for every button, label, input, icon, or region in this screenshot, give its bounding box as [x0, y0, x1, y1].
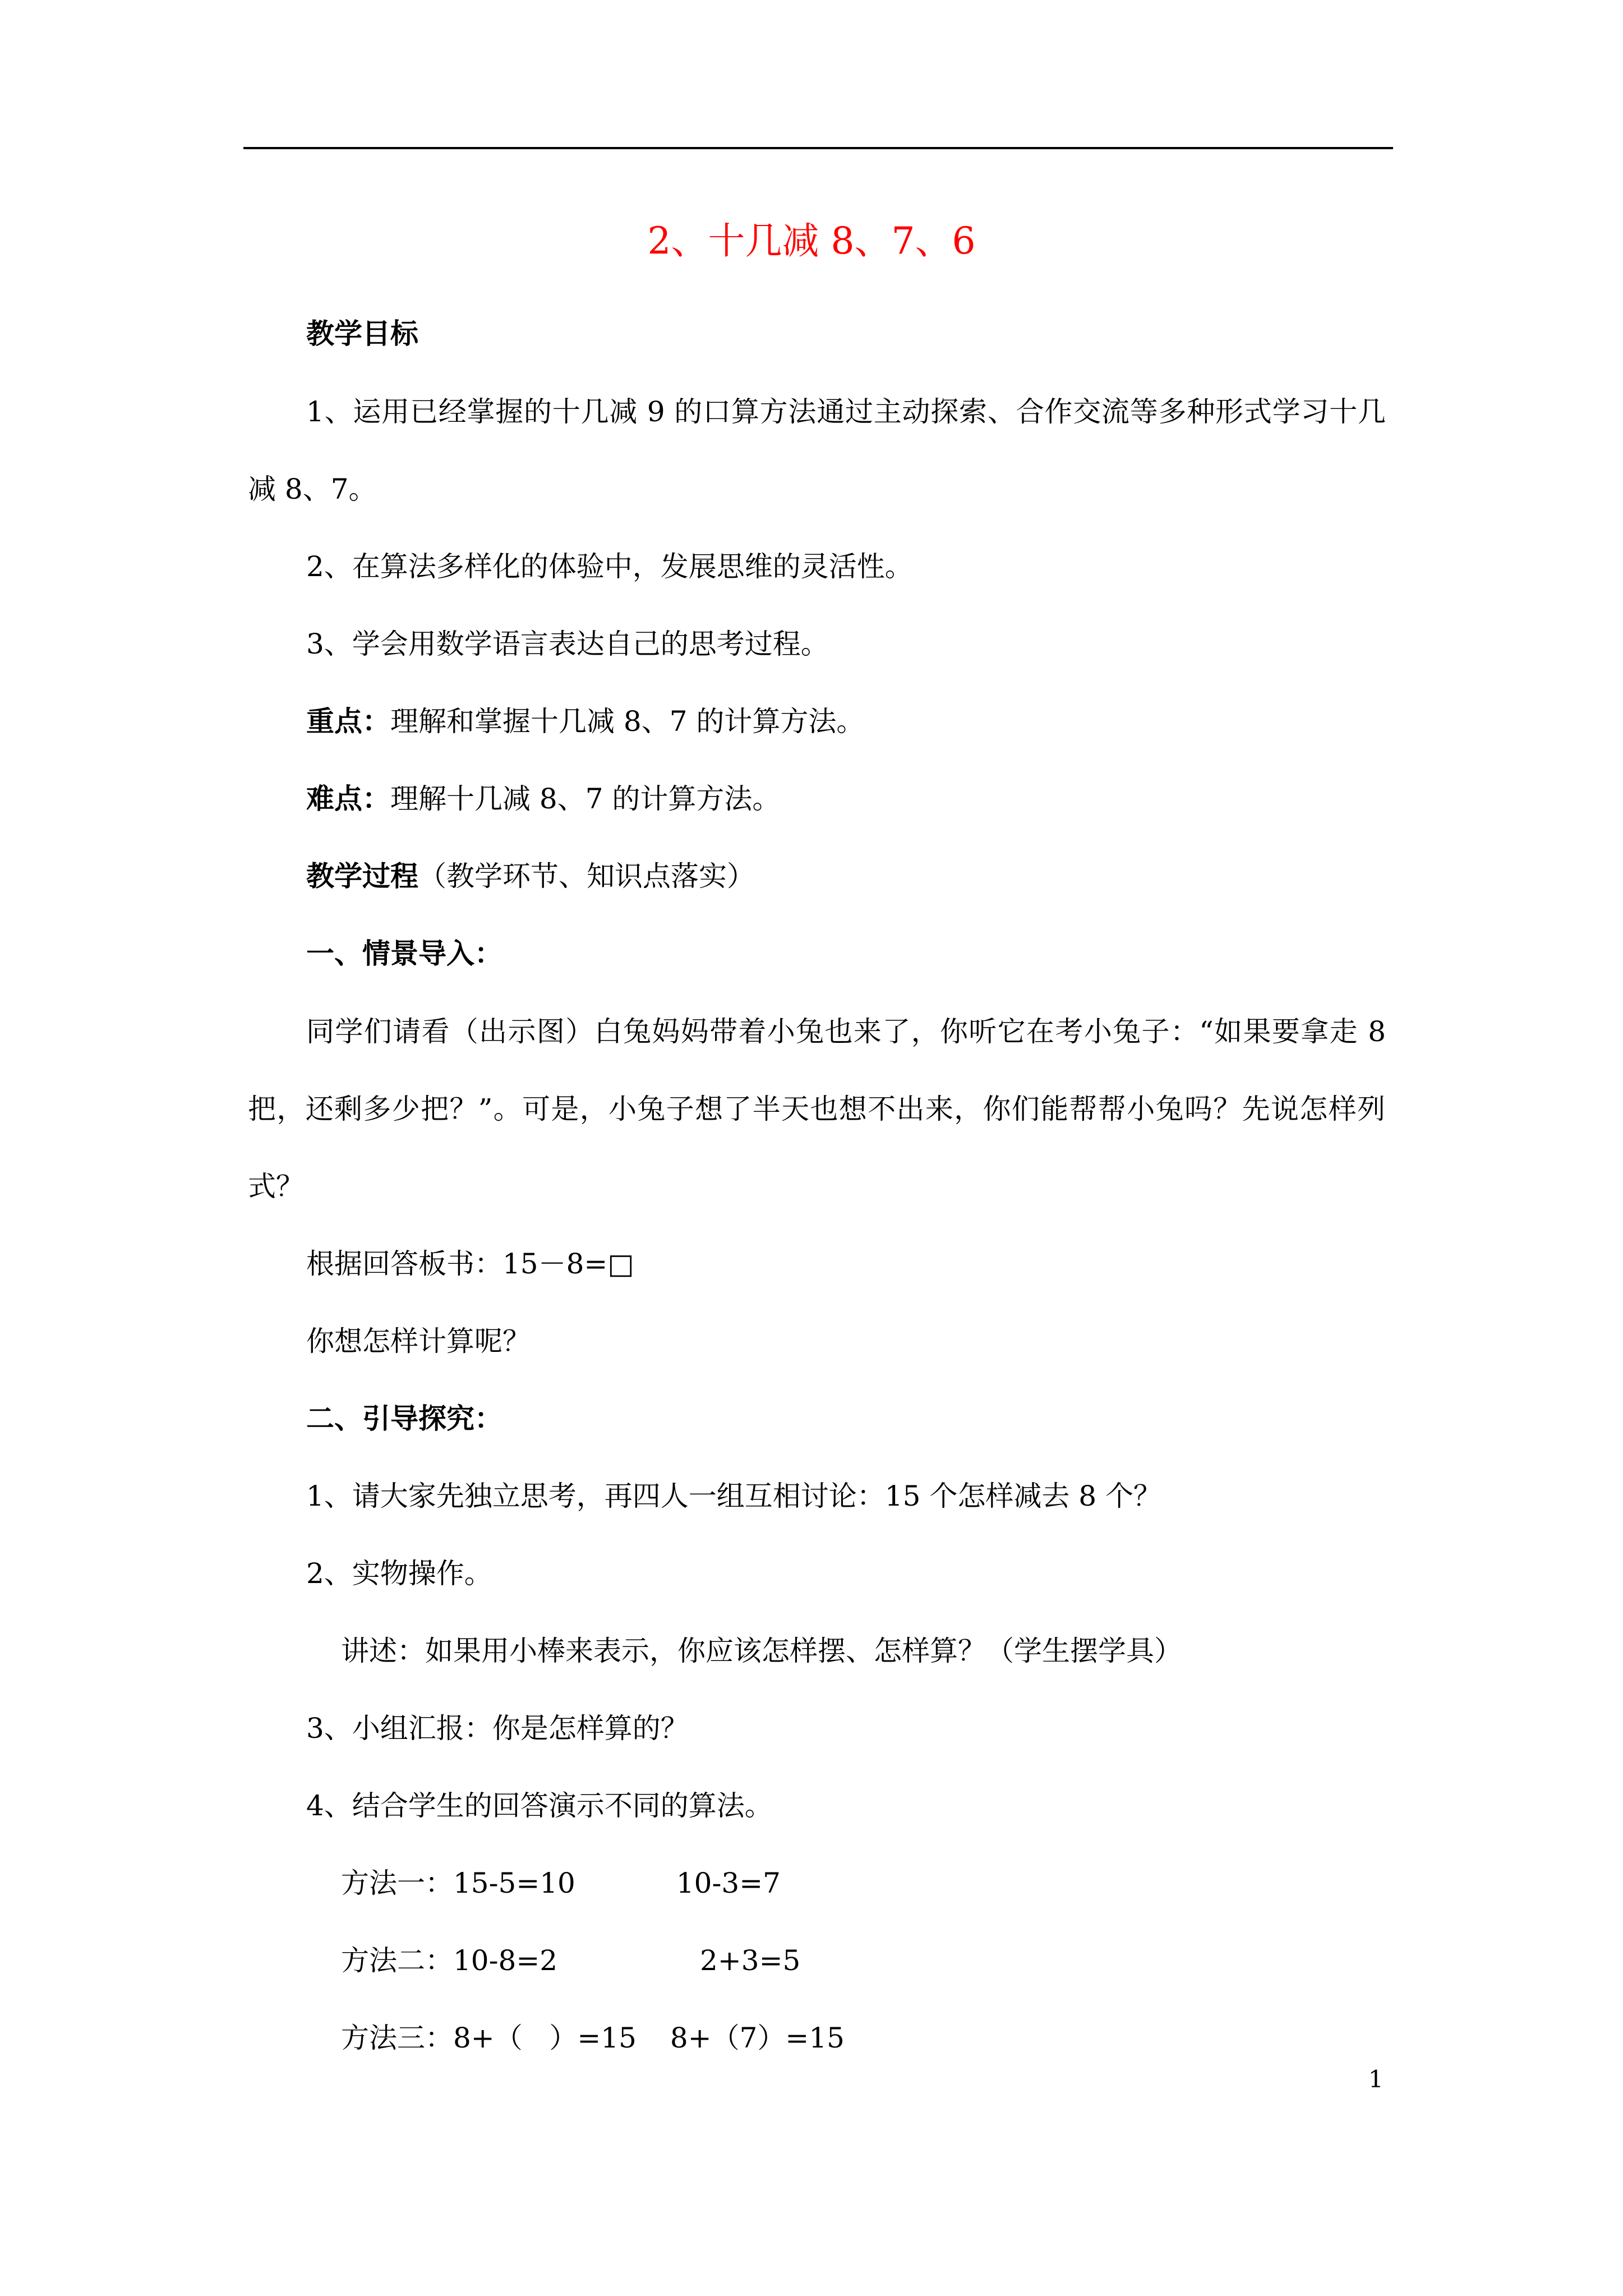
goals-heading: 教学目标	[306, 317, 418, 350]
goal-item-2: 2、在算法多样化的体验中，发展思维的灵活性。	[306, 550, 913, 583]
method-row	[341, 1861, 781, 1906]
method-equation-1: 10-8=2	[453, 1944, 558, 1977]
key-point-text: 理解和掌握十几减 8、7 的计算方法。	[390, 705, 865, 738]
goal-item-1-line-2: 减 8、7。	[248, 473, 377, 505]
method-equation-2: 2+3=5	[700, 1944, 801, 1977]
method-equation-2: 10-3=7	[676, 1867, 781, 1899]
goal-item-1-line-1: 1、运用已经掌握的十几减 9 的口算方法通过主动探索、合作交流等多种形式学习十几	[306, 395, 1386, 428]
difficulty-label: 难点：	[306, 782, 390, 815]
board-writing: 根据回答板书：15－8=□	[306, 1248, 634, 1280]
section1-paragraph-line-1: 同学们请看（出示图）白兔妈妈带着小兔也来了，你听它在考小兔子：“如果要拿走 8	[306, 1015, 1386, 1048]
page-number: 1	[1368, 2065, 1384, 2093]
method-label: 方法一：	[341, 1867, 453, 1899]
process-heading-note: （教学环节、知识点落实）	[418, 860, 755, 892]
document-title: 2、十几减 8、7、6	[647, 219, 976, 263]
method-row	[341, 2016, 845, 2060]
difficulty	[306, 776, 780, 821]
section2-step-3: 3、小组汇报：你是怎样算的？	[306, 1712, 689, 1745]
section2-heading: 二、引导探究：	[306, 1402, 502, 1435]
difficulty-text: 理解十几减 8、7 的计算方法。	[390, 783, 781, 815]
section1-heading: 一、情景导入：	[306, 937, 502, 970]
key-point	[306, 699, 864, 744]
key-point-label: 重点：	[306, 705, 390, 738]
section2-step-4: 4、结合学生的回答演示不同的算法。	[306, 1789, 773, 1822]
process-heading	[306, 854, 755, 899]
method-equation-2: 8+（7）=15	[670, 2022, 845, 2054]
process-heading-label: 教学过程	[306, 859, 418, 892]
section1-paragraph-line-2: 把，还剩多少把？”。可是，小兔子想了半天也想不出来，你们能帮帮小兔吗？先说怎样列	[248, 1093, 1385, 1125]
goal-item-3: 3、学会用数学语言表达自己的思考过程。	[306, 628, 829, 660]
method-label: 方法三：	[341, 2022, 453, 2054]
method-row	[341, 1938, 800, 1983]
section2-step-2: 2、实物操作。	[306, 1557, 492, 1590]
section2-step-1: 1、请大家先独立思考，再四人一组互相讨论：15 个怎样减去 8 个？	[306, 1480, 1161, 1512]
method-label: 方法二：	[341, 1944, 453, 1977]
section1-question: 你想怎样计算呢？	[306, 1325, 531, 1358]
header-rule	[243, 147, 1393, 149]
method-equation-1: 15-5=10	[453, 1867, 575, 1899]
method-equation-1: 8+（ ）=15	[453, 2022, 637, 2054]
section1-paragraph-line-3: 式？	[248, 1170, 304, 1203]
section2-narration: 讲述：如果用小棒来表示，你应该怎样摆、怎样算？（学生摆学具）	[341, 1635, 1182, 1667]
